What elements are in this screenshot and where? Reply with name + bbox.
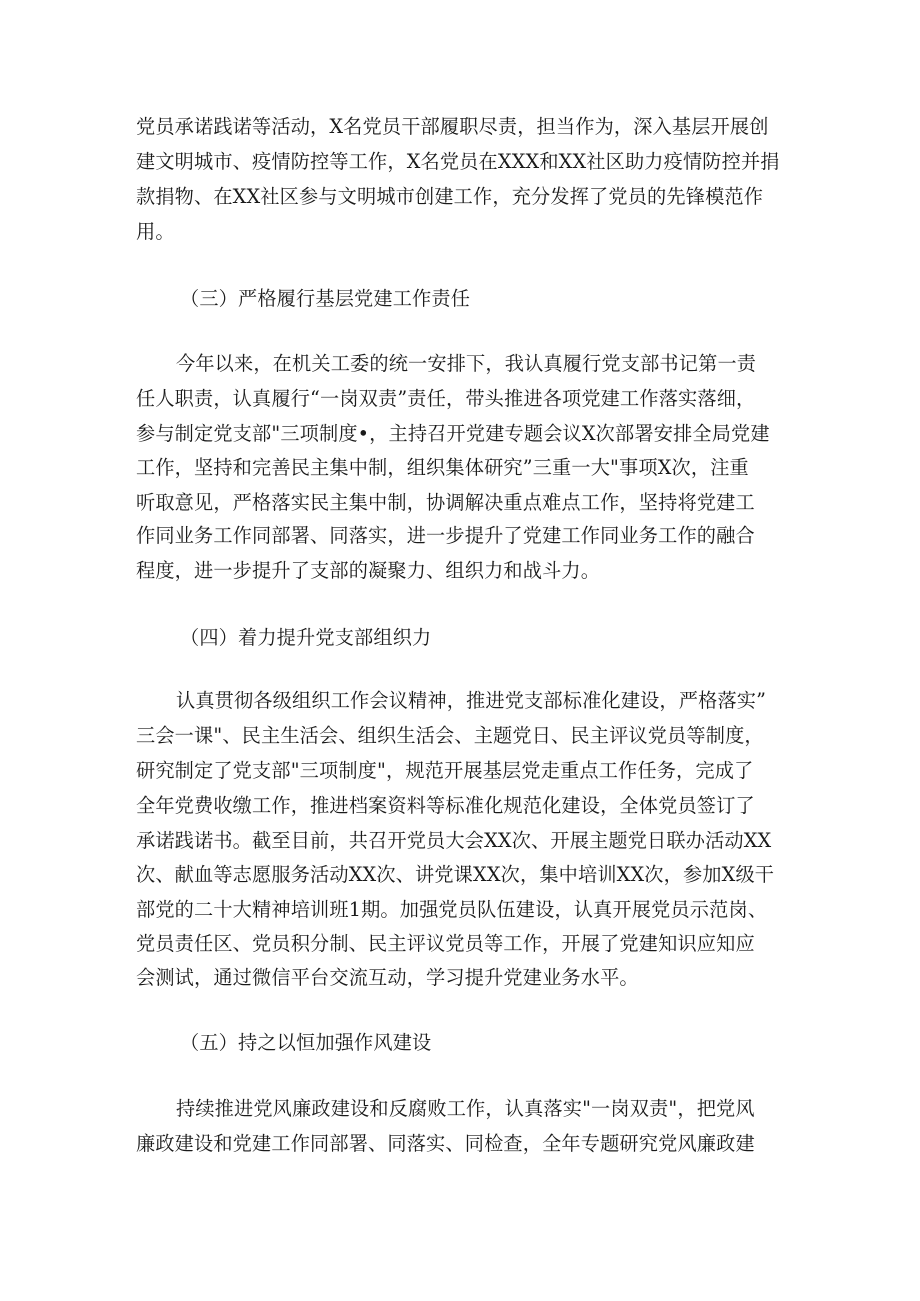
- section-heading-5: （五）持之以恒加强作风建设: [180, 1031, 432, 1054]
- text-line: 党员责任区、党员积分制、民主评议党员等工作，开展了党建知识应知应: [136, 932, 755, 955]
- text-line: 工作，坚持和完善民主集中制，组织集体研究”三重一大"事项X次，注重: [136, 456, 749, 479]
- text-line: 持续推进党风廉政建设和反腐败工作，认真落实"一岗双责"，把党风: [176, 1097, 755, 1120]
- text-line: 参与制定党支部"三项制度•，主持召开党建专题会议X次部署安排全局党建: [136, 422, 770, 445]
- text-line: 研究制定了党支部"三项制度"，规范开展基层党走重点工作任务，完成了: [136, 759, 754, 782]
- text-line: 党员承诺践诺等活动，X名党员干部履职尽责，担当作为，深入基层开展创: [136, 115, 769, 138]
- text-line: 款捐物、在XX社区参与文明城市创建工作，充分发挥了党员的先锋模范作: [136, 185, 764, 208]
- text-line: 承诺践诺书。截至目前，共召开党员大会XX次、开展主题党日联办活动XX: [136, 829, 772, 852]
- text-line: 用。: [136, 220, 175, 243]
- text-line: 会测试，通过微信平台交流互动，学习提升党建业务水平。: [136, 966, 639, 989]
- section-heading-3: （三）严格履行基层党建工作责任: [180, 287, 471, 310]
- text-line: 听取意见，严格落实民主集中制，协调解决重点难点工作，坚持将党建工: [136, 491, 755, 514]
- text-line: 今年以来，在机关工委的统一安排下，我认真履行党支部书记第一责: [176, 352, 757, 375]
- text-line: 作同业务工作同部署、同落实，进一步提升了党建工作同业务工作的融合: [136, 524, 755, 547]
- text-line: 程度，进一步提升了支部的凝聚力、组织力和战斗力。: [136, 559, 601, 582]
- text-line: 部党的二十大精神培训班1期。加强党员队伍建设，认真开展党员示范岗、: [136, 898, 768, 921]
- text-line: 三会一课"、民主生活会、组织生活会、主题党日、民主评议党员等制度，: [136, 724, 764, 747]
- text-line: 全年党费收缴工作，推进档案资料等标准化规范化建设，全体党员签订了: [136, 794, 755, 817]
- section-heading-4: （四）着力提升党支部组织力: [180, 626, 432, 649]
- text-line: 任人职责，认真履行“一岗双责”责任，带头推进各项党建工作落实落细，: [136, 387, 756, 410]
- text-line: 廉政建设和党建工作同部署、同落实、同检查，全年专题研究党风廉政建: [136, 1132, 755, 1155]
- text-line: 建文明城市、疫情防控等工作，X名党员在XXX和XX社区助力疫情防控并捐: [136, 150, 780, 173]
- text-line: 认真贯彻各级组织工作会议精神，推进党支部标准化建设，严格落实”: [176, 689, 767, 712]
- text-line: 次、献血等志愿服务活动XX次、讲党课XX次，集中培训XX次，参加X级干: [136, 863, 775, 886]
